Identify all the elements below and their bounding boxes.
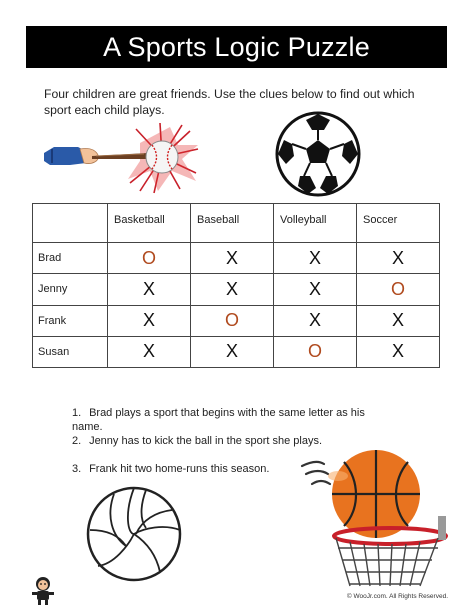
column-header-volleyball: Volleyball: [274, 204, 357, 243]
grid-row-jenny: [33, 274, 440, 305]
grid-cell[interactable]: X: [108, 274, 191, 305]
grid-cell[interactable]: X: [191, 274, 274, 305]
basketball-hoop-icon: [298, 440, 448, 590]
grid-row-brad: [33, 243, 440, 274]
grid-cell[interactable]: X: [191, 336, 274, 367]
column-header-soccer: Soccer: [357, 204, 440, 243]
grid-corner-cell: [33, 204, 108, 243]
page-title: A Sports Logic Puzzle: [26, 26, 447, 68]
column-header-basketball: Basketball: [108, 204, 191, 243]
grid-cell[interactable]: X: [191, 243, 274, 274]
grid-cell[interactable]: X: [274, 305, 357, 336]
grid-cell[interactable]: X: [357, 336, 440, 367]
volleyball-icon: [84, 484, 184, 584]
clue-text: Frank hit two home-runs this season.: [89, 463, 270, 475]
row-name: Jenny: [33, 274, 108, 305]
logic-grid: [32, 203, 440, 368]
grid-cell[interactable]: X: [274, 274, 357, 305]
intro-text: Four children are great friends. Use the clues below to find out which sport each child plays.: [44, 87, 415, 117]
grid-cell[interactable]: X: [357, 243, 440, 274]
row-name: Brad: [33, 243, 108, 274]
grid-cell[interactable]: O: [191, 305, 274, 336]
grid-cell[interactable]: O: [108, 243, 191, 274]
clue-number: 1.: [72, 407, 82, 419]
column-header-baseball: Baseball: [191, 204, 274, 243]
baseball-bat-icon: [40, 123, 200, 195]
grid-header-row: [33, 204, 440, 243]
grid-row-susan: [33, 336, 440, 367]
grid-cell[interactable]: X: [108, 305, 191, 336]
grid-cell[interactable]: O: [274, 336, 357, 367]
clue-text: Brad plays a sport that begins with the same letter as his name.: [72, 407, 365, 433]
clue-number: 2.: [72, 435, 82, 447]
clue-text: Jenny has to kick the ball in the sport she plays.: [89, 435, 323, 447]
row-name: Susan: [33, 336, 108, 367]
copyright-text: © WooJr.com. All Rights Reserved.: [346, 593, 448, 600]
clue-item: [72, 406, 392, 434]
grid-cell[interactable]: O: [357, 274, 440, 305]
mascot-icon: [30, 575, 56, 605]
grid-cell[interactable]: X: [357, 305, 440, 336]
clue-number: 3.: [72, 463, 82, 475]
soccer-ball-icon: [274, 110, 362, 198]
row-name: Frank: [33, 305, 108, 336]
grid-cell[interactable]: X: [274, 243, 357, 274]
grid-cell[interactable]: X: [108, 336, 191, 367]
grid-row-frank: [33, 305, 440, 336]
